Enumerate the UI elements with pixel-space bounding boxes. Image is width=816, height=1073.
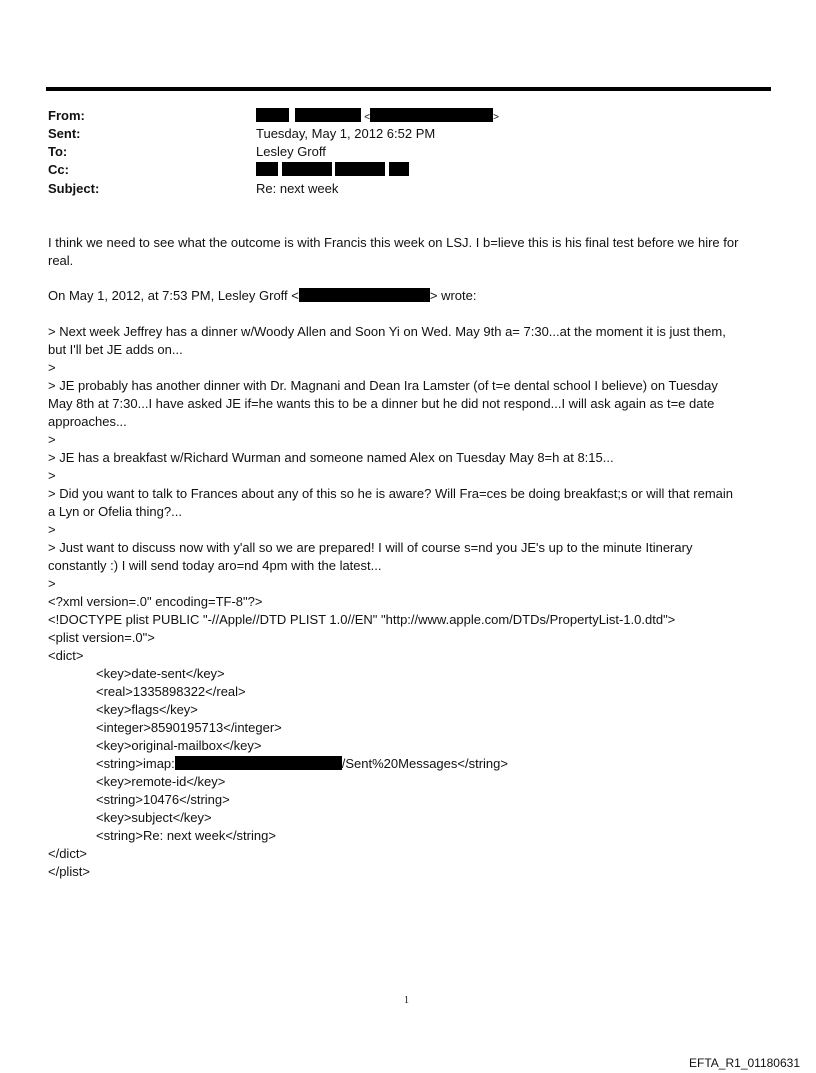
from-lt: <: [364, 112, 371, 123]
redaction: [256, 108, 289, 122]
header-rule: [46, 87, 771, 91]
from-value: [256, 107, 499, 127]
quoted-line: but I'll bet JE adds on...: [48, 342, 183, 357]
from-gt: >: [493, 112, 499, 123]
xml-line: <?xml version=.0" encoding=TF-8"?>: [48, 594, 263, 609]
xml-imap-post: /Sent%20Messages</string>: [341, 756, 508, 771]
xml-line: <key>remote-id</key>: [96, 774, 226, 789]
to-value: Lesley Groff: [256, 144, 326, 159]
sent-value: Tuesday, May 1, 2012 6:52 PM: [256, 126, 436, 141]
xml-line: <plist version=.0">: [48, 630, 155, 645]
quoted-line: > Just want to discuss now with y'all so we are prepared! I will of course s=nd you JE's up to the minute Itinerary: [48, 540, 693, 555]
quoted-line: >: [48, 468, 56, 483]
sent-label: Sent:: [48, 126, 81, 141]
xml-line: <key>flags</key>: [96, 702, 198, 717]
quoted-line: >: [48, 360, 56, 375]
xml-imap-pre: <string>imap:: [96, 756, 175, 771]
quoted-line: constantly :) I will send today aro=nd 4pm with the latest...: [48, 558, 382, 573]
xml-line: [96, 755, 508, 773]
quote-intro-pre: On May 1, 2012, at 7:53 PM, Lesley Groff <: [48, 288, 299, 303]
xml-line: <key>subject</key>: [96, 810, 212, 825]
xml-line: <string>Re: next week</string>: [96, 828, 276, 843]
quote-intro-post: > wrote:: [429, 288, 477, 303]
xml-line: <dict>: [48, 648, 84, 663]
cc-label: Cc:: [48, 162, 69, 177]
redaction: [175, 756, 342, 770]
xml-line: <string>10476</string>: [96, 792, 230, 807]
quoted-line: a Lyn or Ofelia thing?...: [48, 504, 182, 519]
redaction: [282, 162, 332, 176]
redaction: [335, 162, 385, 176]
quoted-line: >: [48, 576, 56, 591]
quoted-line: > JE has a breakfast w/Richard Wurman and someone named Alex on Tuesday May 8=h at 8:15...: [48, 450, 614, 465]
quoted-line: approaches...: [48, 414, 127, 429]
xml-line: <real>1335898322</real>: [96, 684, 246, 699]
page-number: 1: [404, 995, 409, 1006]
quoted-line: >: [48, 432, 56, 447]
subject-label: Subject:: [48, 181, 100, 196]
quoted-line: > Next week Jeffrey has a dinner w/Woody Allen and Soon Yi on Wed. May 9th a= 7:30...at the moment it is just them,: [48, 324, 726, 339]
from-label: From:: [48, 108, 85, 123]
redaction: [370, 108, 493, 122]
xml-line: </dict>: [48, 846, 88, 861]
to-label: To:: [48, 144, 68, 159]
xml-line: <!DOCTYPE plist PUBLIC "-//Apple//DTD PLIST 1.0//EN" "http://www.apple.com/DTDs/PropertyList-1.0.dtd">: [48, 612, 676, 627]
xml-line: </plist>: [48, 864, 90, 879]
redaction: [256, 162, 278, 176]
redaction: [299, 288, 430, 302]
quoted-line: >: [48, 522, 56, 537]
quoted-line: > Did you want to talk to Frances about any of this so he is aware? Will Fra=ces be doing breakfast;s or will that remain: [48, 486, 733, 501]
body-line: real.: [48, 253, 74, 268]
redaction: [295, 108, 361, 122]
quote-intro: [48, 287, 476, 305]
xml-line: <key>original-mailbox</key>: [96, 738, 262, 753]
xml-line: <integer>8590195713</integer>: [96, 720, 282, 735]
cc-value: [256, 161, 409, 179]
subject-value: Re: next week: [256, 181, 339, 196]
quoted-line: > JE probably has another dinner with Dr. Magnani and Dean Ira Lamster (of t=e dental school I believe) on Tuesday: [48, 378, 718, 393]
document-id: EFTA_R1_01180631: [689, 1056, 800, 1070]
body-line: I think we need to see what the outcome is with Francis this week on LSJ. I b=lieve this is his final test before we hire for: [48, 235, 739, 250]
quoted-line: May 8th at 7:30...I have asked JE if=he wants this to be a dinner but he did not respond...I will ask again as t=e date: [48, 396, 715, 411]
xml-line: <key>date-sent</key>: [96, 666, 225, 681]
redaction: [389, 162, 409, 176]
